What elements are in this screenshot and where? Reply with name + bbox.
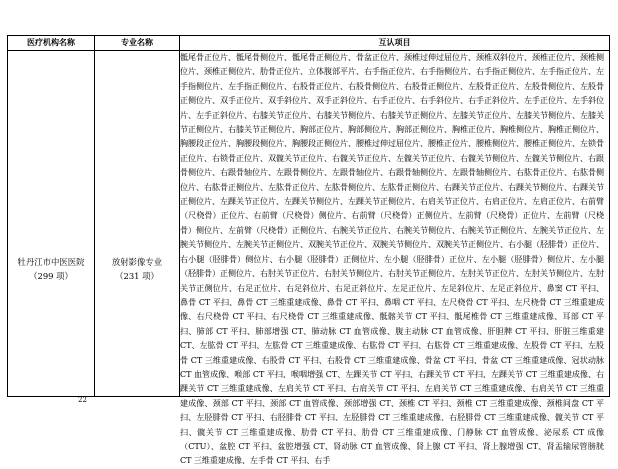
table-header-row — [8, 36, 609, 51]
items-text: 骶尾骨正位片、骶尾骨侧位片、骶尾骨正侧位片、骨盆正位片、颈椎过伸过屈位片、颈椎双斜位片、颈椎正位片、颈椎侧位片、颈椎正侧位片、肋骨正位片、立体腹部平片、右手指正位片、右手指侧位片、右手指正侧位片、左手指正位片、左手指侧位片、左手指正侧位片、右股骨正位片、右股骨侧位片、右股骨正侧位片、左股骨正位片、左股骨侧位片、左股骨正侧位片、双手正位片、双手斜位片、双手正斜位片、右手正位片、右手斜位片、右手正斜位片、左手正位片、左手斜位片、左手正斜位片、右膝关节正位片、右膝关节侧位片、右膝关节正侧位片、左膝关节正位片、左膝关节侧位片、左膝关节正侧位片、右膝关节正侧位片、胸部正位片、胸部侧位片、胸部正侧位片、胸椎正位片、胸椎侧位片、胸椎正侧位片、胸腰段正位片、胸腰段侧位片、胸腰段正侧位片、腰椎过伸过屈位片、腰椎正位片、腰椎侧位片、腰椎正侧位片、左锁骨正位片、右锁骨正位片、双髋关节正位片、右髋关节正位片、左髋关节正位片、右髋关节侧位片、左髋关节侧位片、右跟骨侧位片、右跟骨轴位片、左跟骨侧位片、左跟骨轴位片、右跟骨轴侧位片、左跟骨轴侧位片、右肱骨正位片、右肱骨侧位片、右肱骨正侧位片、左肱骨正位片、左肱骨侧位片、左肱骨正侧位片、右踝关节正位片、右踝关节侧位片、右踝关节正侧位片、左踝关节正位片、左踝关节侧位片、左踝关节正侧位片、右肩关节正位片、右肩正位片、左肩正位片、右前臂（尺桡骨）正位片、右前臂（尺桡骨）侧位片、右前臂（尺桡骨）正侧位片、左前臂（尺桡骨）正位片、左前臂（尺桡骨）侧位片、左前臂（尺桡骨）正侧位片、右腕关节正位片、右腕关节侧位片、右腕关节正侧位片、左腕关节正位片、左腕关节侧位片、左腕关节正侧位片、双腕关节正位片、双腕关节侧位片、双腕关节正侧位片、右小腿（胫腓骨）正位片、右小腿（胫腓骨）侧位片、右小腿（胫腓骨）正侧位片、左小腿（胫腓骨）正位片、左小腿（胫腓骨）侧位片、左小腿（胫腓骨）正侧位片、右肘关节正位片、右肘关节侧位片、右肘关节正侧位片、左肘关节正位片、左肘关节侧位片、左肘关节正侧位片、右足正位片、右足斜位片、右足正斜位片、左足正位片、左足斜位片、左足正斜位片、鼻窦 CT 平扫、鼻骨 CT 平扫、鼻骨 CT 三维重建成像、鼻骨 CT 平扫、鼻咽 CT 平扫、左尺桡骨 CT 平扫、左尺桡骨 CT 三维重建成像、右尺桡骨 CT 平扫、右尺桡骨 CT 三维重建成像、骶髂关节 CT 平扫、骶尾椎骨 CT 三维重建成像、耳部 CT 平扫、肺部 CT 平扫、肺部增强 CT、肺动脉 CT 血管成像、腹主动脉 CT 血管成像、肝胆脾 CT 平扫、肝脏三维重建 CT、左肱骨 CT 平扫、左肱骨 CT 三维重建成像、右肱骨 CT 平扫、右肱骨 CT 三维重建成像、左股骨 CT 平扫、左股骨 CT 三维重建成像、右股骨 CT 平扫、右股骨 CT 三维重建成像、骨盆 CT 平扫、骨盆 CT 三维重建成像、冠状动脉 CT 血管成像、喉部 CT 平扫、喉咽增强 CT、左踝关节 CT 平扫、右踝关节 CT 平扫、左踝关节 CT 三维重建成像、右踝关节 CT 三维重建成像、左肩关节 CT 平扫、右肩关节 CT 平扫、左肩关节 CT 三维重建成像、右肩关节 CT 三维重建成像、颈部 CT 平扫、颈部 CT 血管成像、颈部增强 CT、颈椎 CT 平扫、颈椎 CT 三维重建成像、颈椎间盘 CT 平扫、左胫腓骨 CT 平扫、右胫腓骨 CT 平扫、左胫腓骨 CT 三维重建成像、右胫腓骨 CT 三维重建成像、髋关节 CT 平扫、髋关节 CT 三维重建成像、肋骨 CT 平扫、肋骨 CT 三维重建成像、门静脉 CT 血管成像、泌尿系 CT 成像（CTU）、盆腔 CT 平扫、盆腔增强 CT、肾动脉 CT 血管成像、肾上腺 CT 平扫、肾上腺增强 CT、肾盂输尿管膀胱 CT 三维重建成像、左手骨 CT 平扫、右手 — [180, 53, 604, 466]
specialty-name: 放射影像专业 — [111, 257, 163, 267]
page-number: 22 — [78, 396, 87, 404]
column-divider — [94, 36, 95, 396]
institution-count: （299 项） — [29, 271, 73, 281]
specialty-count: （231 项） — [115, 271, 159, 281]
institution-cell — [8, 255, 94, 283]
header-items: 互认项目 — [378, 38, 411, 47]
header-specialty: 专业名称 — [121, 38, 153, 47]
header-institution: 医疗机构名称 — [27, 38, 75, 47]
specialty-cell — [95, 255, 179, 283]
institution-name: 牡丹江市中医医院 — [17, 257, 85, 267]
